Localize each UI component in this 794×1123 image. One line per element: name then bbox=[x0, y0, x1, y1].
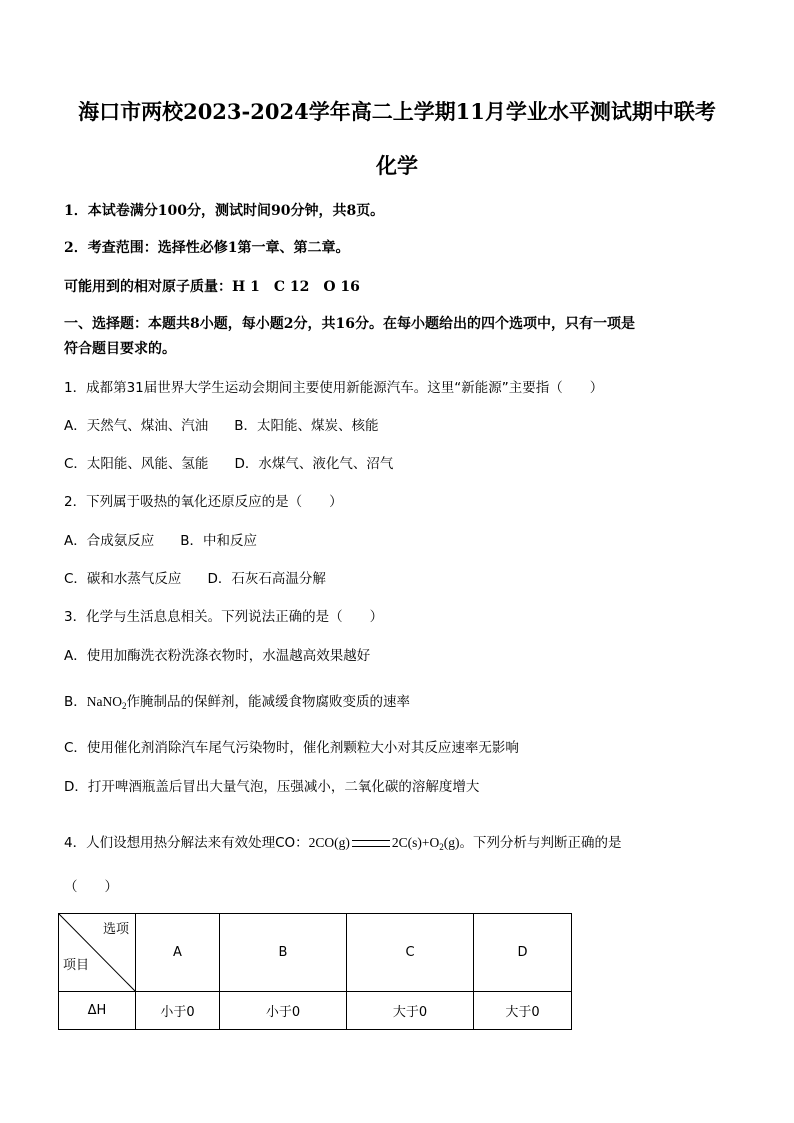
option-a: A．天然气、煤油、汽油 bbox=[64, 418, 209, 434]
question-1-options-ab bbox=[64, 416, 379, 436]
atomic-masses: 可能用到的相对原子质量：H 1 C 12 O 16 bbox=[64, 279, 360, 295]
question-3-option-d: D．打开啤酒瓶盖后冒出大量气泡，压强减小，二氧化碳的溶解度增大 bbox=[64, 779, 480, 795]
table-row-label: ΔH bbox=[59, 992, 136, 1030]
question-4-table bbox=[58, 913, 572, 1030]
table-cell-a: 小于0 bbox=[136, 992, 220, 1030]
option-b: B．中和反应 bbox=[180, 533, 258, 549]
question-3-stem: 3．化学与生活息息相关。下列说法正确的是（ ） bbox=[64, 609, 384, 625]
section-heading-line-2: 符合题目要求的。 bbox=[64, 341, 176, 357]
question-3-option-a: A．使用加酶洗衣粉洗涤衣物时，水温越高效果越好 bbox=[64, 648, 371, 664]
table-header-d: D bbox=[474, 914, 572, 992]
question-3-option-c: C．使用催化剂消除汽车尾气污染物时，催化剂颗粒大小对其反应速率无影响 bbox=[64, 740, 519, 756]
question-3-option-b: B．NaNO$_2$作腌制品的保鲜剂，能减缓食物腐败变质的速率 bbox=[64, 694, 411, 711]
question-2-options-cd bbox=[64, 569, 326, 589]
chemical-formula: NaNO$_2$ bbox=[86, 694, 127, 711]
table-header-b: B bbox=[220, 914, 347, 992]
option-c: C．碳和水蒸气反应 bbox=[64, 571, 182, 587]
equals-arrow bbox=[352, 840, 390, 847]
table-header-a: A bbox=[136, 914, 220, 992]
table-cell-b: 小于0 bbox=[220, 992, 347, 1030]
question-4-stem-line-2: （ ） bbox=[64, 879, 118, 895]
instruction-1: 1．本试卷满分100分，测试时间90分钟，共8页。 bbox=[64, 203, 385, 219]
table-corner-cell bbox=[59, 914, 136, 992]
option-a: A．合成氨反应 bbox=[64, 533, 155, 549]
subject-title: 化学 bbox=[376, 153, 418, 178]
section-heading-line-1: 一、选择题：本题共8小题，每小题2分，共16分。在每小题给出的四个选项中，只有一项是 bbox=[64, 316, 635, 332]
corner-top-label: 选项 bbox=[102, 922, 129, 937]
chemical-equation: 2CO(g) $2C(s)+O_2(g)$ bbox=[308, 835, 460, 852]
question-2-options-ab bbox=[64, 531, 257, 551]
option-d: D．水煤气、液化气、沼气 bbox=[234, 456, 394, 472]
option-b: B．太阳能、煤炭、核能 bbox=[234, 418, 379, 434]
table-header-c: C bbox=[347, 914, 474, 992]
question-4-stem: 4．人们设想用热分解法来有效处理CO：2CO(g) $2C(s)+O_2(g)$。下列分析与判断正确的是 bbox=[64, 835, 622, 852]
question-1-stem: 1．成都第31届世界大学生运动会期间主要使用新能源汽车。这里“新能源”主要指（ ） bbox=[64, 380, 604, 396]
question-2-stem: 2．下列属于吸热的氧化还原反应的是（ ） bbox=[64, 494, 343, 510]
corner-bottom-label: 项目 bbox=[63, 958, 90, 973]
exam-title: 海口市两校2023-2024学年高二上学期11月学业水平测试期中联考 bbox=[78, 99, 716, 124]
instruction-2: 2．考查范围：选择性必修1第一章、第二章。 bbox=[64, 240, 350, 256]
option-d: D．石灰石高温分解 bbox=[207, 571, 326, 587]
table-cell-c: 大于0 bbox=[347, 992, 474, 1030]
table-cell-d: 大于0 bbox=[474, 992, 572, 1030]
question-1-options-cd bbox=[64, 454, 393, 474]
option-c: C．太阳能、风能、氢能 bbox=[64, 456, 209, 472]
